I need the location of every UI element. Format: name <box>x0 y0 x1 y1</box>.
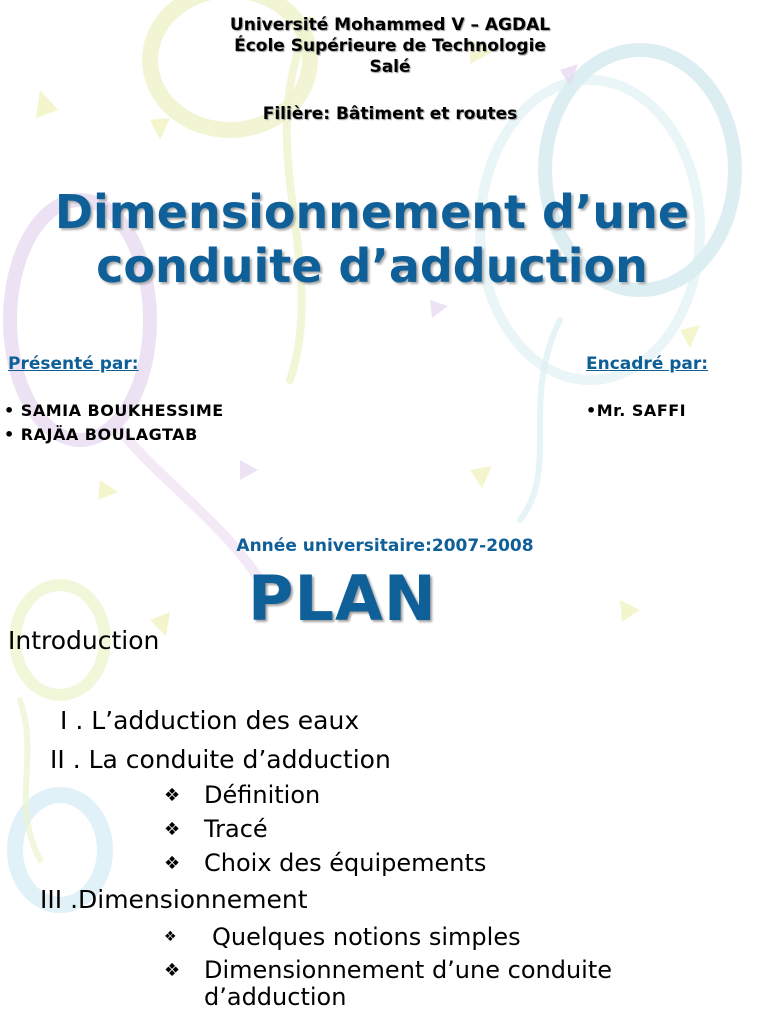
title-line-1: Dimensionnement d’une <box>54 185 690 239</box>
outline-item: Tracé <box>204 815 268 843</box>
student-name: • RAJÄA BOULAGTAB <box>4 425 198 444</box>
school-name: École Supérieure de Technologie <box>234 36 546 56</box>
city-name: Salé <box>369 57 411 77</box>
outline-item: Définition <box>204 781 321 809</box>
diamond-bullet-icon: ❖ <box>164 929 177 945</box>
presented-by-label: Présenté par: <box>8 354 139 374</box>
diamond-bullet-icon: ❖ <box>164 819 181 840</box>
university-name: Université Mohammed V – AGDAL <box>229 15 551 35</box>
outline-item: d’adduction <box>204 983 347 1011</box>
outline-section-2: II . La conduite d’adduction <box>50 745 391 774</box>
outline-introduction: Introduction <box>8 626 160 655</box>
student-name: • SAMIA BOUKHESSIME <box>4 401 224 420</box>
academic-year: Année universitaire:2007-2008 <box>236 536 534 556</box>
plan-heading: PLAN <box>248 562 437 635</box>
program-name: Filière: Bâtiment et routes <box>262 104 518 124</box>
outline-section-1: I . L’adduction des eaux <box>60 706 360 735</box>
supervisor-name: •Mr. SAFFI <box>586 401 687 420</box>
supervised-by-label: Encadré par: <box>586 354 709 374</box>
diamond-bullet-icon: ❖ <box>164 853 181 874</box>
outline-item: Quelques notions simples <box>212 923 521 951</box>
outline-item: Dimensionnement d’une conduite <box>204 956 612 984</box>
title-line-2: conduite d’adduction <box>96 239 648 293</box>
outline-item: Choix des équipements <box>204 849 487 877</box>
diamond-bullet-icon: ❖ <box>164 960 181 981</box>
diamond-bullet-icon: ❖ <box>164 785 181 806</box>
outline-section-3: III .Dimensionnement <box>40 885 308 914</box>
